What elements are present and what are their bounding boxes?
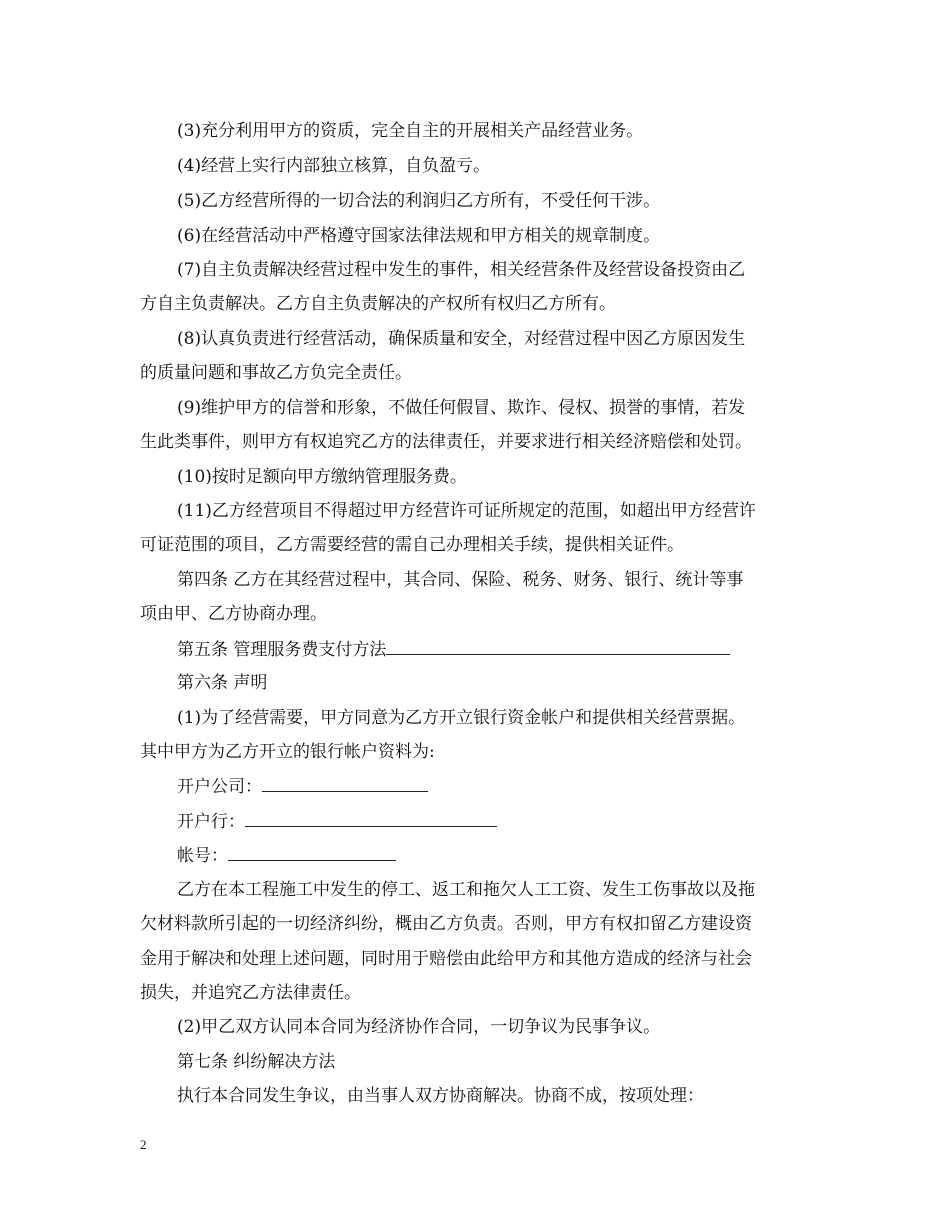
text-line: (11)乙方经营项目不得超过甲方经营许可证所规定的范围，如超出甲方经营许	[177, 501, 756, 521]
bank-name-blank[interactable]	[245, 806, 497, 827]
text-line: (5)乙方经营所得的一切合法的利润归乙方所有，不受任何干涉。	[177, 191, 661, 211]
text-line: 方自主负责解决。乙方自主负责解决的产权所有权归乙方所有。	[140, 294, 616, 314]
account-company-blank[interactable]	[262, 771, 428, 792]
text-line: (1)为了经营需要，甲方同意为乙方开立银行资金帐户和提供相关经营票据。	[177, 708, 746, 728]
text-line: 生此类事件，则甲方有权追究乙方的法律责任，并要求进行相关经济赔偿和处罚。	[140, 432, 752, 452]
text-line: (10)按时足额向甲方缴纳管理服务费。	[177, 467, 467, 487]
text-line: 可证范围的项目，乙方需要经营的需自己办理相关手续，提供相关证件。	[140, 535, 684, 555]
text-line: (8)认真负责进行经营活动，确保质量和安全，对经营过程中因乙方原因发生	[177, 329, 746, 349]
text-line: 第六条 声明	[177, 673, 268, 693]
text-line: 金用于解决和处理上述问题，同时用于赔偿由此给甲方和其他方造成的经济与社会	[140, 949, 752, 969]
text-line: (2)甲乙双方认同本合同为经济协作合同，一切争议为民事争议。	[177, 1017, 661, 1037]
text-line: 开户行：	[177, 806, 812, 836]
payment-method-blank[interactable]	[386, 634, 730, 655]
text-line: 开户公司：	[177, 771, 812, 801]
text-line: (3)充分利用甲方的资质，完全自主的开展相关产品经营业务。	[177, 121, 644, 141]
text-line: 第四条 乙方在其经营过程中，其合同、保险、税务、财务、银行、统计等事	[177, 570, 744, 590]
account-number-blank[interactable]	[228, 840, 396, 861]
text-line: 第五条 管理服务费支付方法	[177, 634, 812, 664]
text-line: 帐号：	[177, 840, 812, 870]
text-line: (4)经营上实行内部独立核算，自负盈亏。	[177, 156, 491, 176]
text-line: 第七条 纠纷解决方法	[177, 1052, 336, 1072]
text-line: 损失，并追究乙方法律责任。	[140, 983, 361, 1003]
text-line: (9)维护甲方的信誉和形象，不做任何假冒、欺诈、侵权、损誉的事情，若发	[177, 398, 746, 418]
text-line: 欠材料款所引起的一切经济纠纷，概由乙方负责。否则，甲方有权扣留乙方建设资	[140, 914, 752, 934]
text-line: 的质量问题和事故乙方负完全责任。	[140, 363, 412, 383]
text-line: 执行本合同发生争议，由当事人双方协商解决。协商不成，按项处理：	[177, 1086, 704, 1106]
text-line: (6)在经营活动中严格遵守国家法律法规和甲方相关的规章制度。	[177, 226, 661, 246]
text-line: 其中甲方为乙方开立的银行帐户资料为:	[140, 742, 435, 762]
text-line: 项由甲、乙方协商办理。	[140, 604, 327, 624]
text-line: 乙方在本工程施工中发生的停工、返工和拖欠人工工资、发生工伤事故以及拖	[177, 880, 755, 900]
page-number: 2	[140, 1137, 147, 1152]
text-line: (7)自主负责解决经营过程中发生的事件，相关经营条件及经营设备投资由乙	[177, 260, 746, 280]
